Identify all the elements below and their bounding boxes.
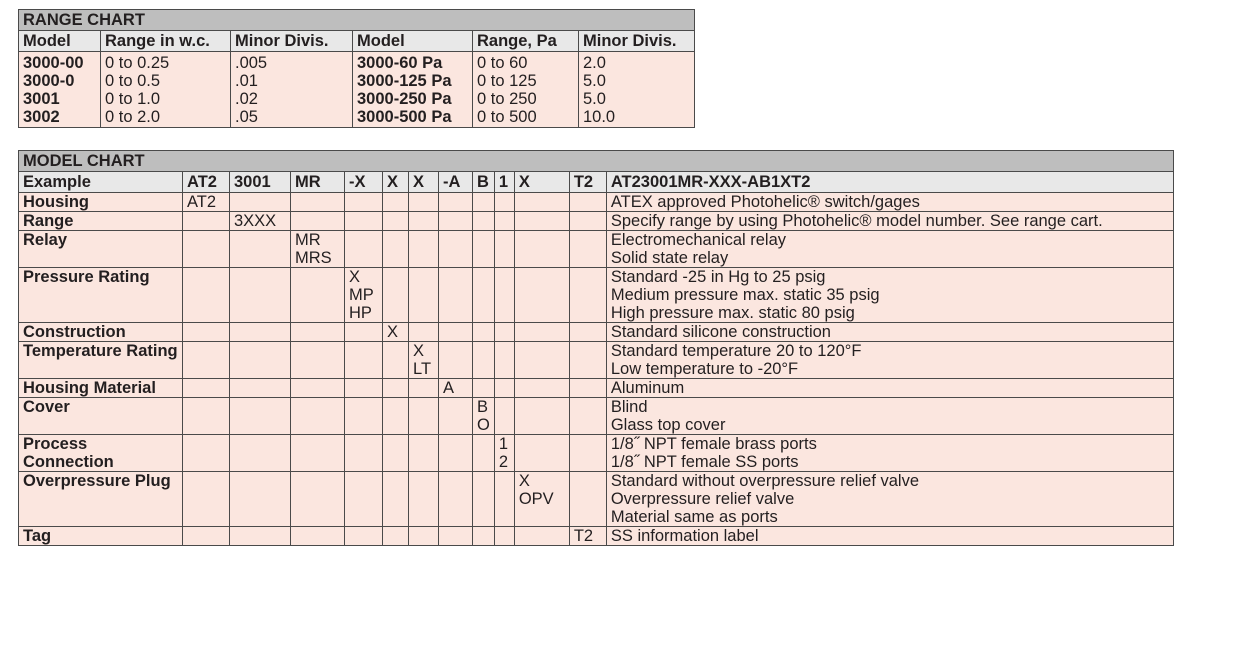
pa-model-cell — [353, 52, 473, 128]
pa-division: 5.0 — [583, 90, 606, 108]
option-label: Construction — [19, 323, 183, 342]
option-row — [19, 472, 1174, 527]
option-code: X — [518, 472, 530, 490]
option-description — [606, 212, 1173, 231]
option-label: Process Connection — [19, 435, 183, 472]
description-line: Material same as ports — [610, 508, 778, 526]
code-cell — [569, 398, 606, 435]
option-label: Housing Material — [19, 379, 183, 398]
pa-model: 3000-500 Pa — [357, 108, 452, 126]
code-cell — [230, 472, 291, 527]
option-description — [606, 323, 1173, 342]
option-row — [19, 323, 1174, 342]
code-cell — [183, 342, 230, 379]
wc-model: 3000-00 — [23, 54, 84, 72]
description-line: Solid state relay — [610, 249, 729, 267]
option-code: B — [477, 398, 489, 416]
code-cell — [494, 472, 514, 527]
code-cell — [439, 193, 473, 212]
code-cell — [494, 435, 514, 472]
code-cell — [409, 323, 439, 342]
code-cell — [569, 379, 606, 398]
code-cell — [383, 268, 409, 323]
code-cell — [473, 212, 495, 231]
code-cell — [183, 435, 230, 472]
code-cell — [230, 342, 291, 379]
column-header: Minor Divis. — [231, 31, 353, 52]
range-chart-title: RANGE CHART — [19, 10, 695, 31]
code-cell — [345, 398, 383, 435]
example-code: B — [473, 172, 495, 193]
code-cell — [291, 323, 345, 342]
example-row — [19, 172, 1174, 193]
option-code: 2 — [498, 453, 509, 471]
option-label: Housing — [19, 193, 183, 212]
option-code: HP — [349, 304, 372, 322]
option-code: MP — [349, 286, 374, 304]
wc-range: 0 to 0.5 — [105, 72, 161, 90]
code-cell — [569, 323, 606, 342]
code-cell — [230, 323, 291, 342]
option-code: X — [413, 342, 425, 360]
code-cell — [569, 472, 606, 527]
example-code: AT2 — [183, 172, 230, 193]
code-cell — [345, 323, 383, 342]
code-cell — [345, 212, 383, 231]
code-cell — [439, 472, 473, 527]
option-row — [19, 379, 1174, 398]
code-cell — [473, 398, 495, 435]
code-cell — [383, 379, 409, 398]
option-row — [19, 342, 1174, 379]
code-cell — [291, 193, 345, 212]
code-cell — [230, 231, 291, 268]
example-code: X — [383, 172, 409, 193]
example-code: 1 — [494, 172, 514, 193]
option-description — [606, 527, 1173, 546]
example-code: -X — [345, 172, 383, 193]
option-code: O — [477, 416, 490, 434]
option-label: Tag — [19, 527, 183, 546]
option-row — [19, 212, 1174, 231]
range-chart-body — [19, 52, 695, 128]
code-cell — [345, 527, 383, 546]
option-code: MRS — [295, 249, 332, 267]
option-description — [606, 472, 1173, 527]
code-cell — [383, 398, 409, 435]
code-cell — [230, 268, 291, 323]
code-cell — [569, 212, 606, 231]
option-row — [19, 527, 1174, 546]
code-cell — [183, 193, 230, 212]
code-cell — [473, 435, 495, 472]
wc-range: 0 to 1.0 — [105, 90, 161, 108]
pa-range: 0 to 250 — [477, 90, 537, 108]
wc-range: 0 to 2.0 — [105, 108, 161, 126]
option-code: X — [387, 323, 399, 341]
code-cell — [514, 379, 569, 398]
option-code: 3XXX — [234, 212, 277, 230]
option-description — [606, 398, 1173, 435]
option-code: MR — [295, 231, 321, 249]
description-line: High pressure max. static 80 psig — [610, 304, 855, 322]
code-cell — [439, 379, 473, 398]
code-cell — [345, 268, 383, 323]
code-cell — [514, 231, 569, 268]
code-cell — [383, 472, 409, 527]
example-code: X — [409, 172, 439, 193]
wc-model: 3000-0 — [23, 72, 75, 90]
code-cell — [383, 212, 409, 231]
description-line: Standard temperature 20 to 120°F — [610, 342, 862, 360]
wc-division: .05 — [235, 108, 258, 126]
option-label: Pressure Rating — [19, 268, 183, 323]
code-cell — [494, 268, 514, 323]
code-cell — [473, 268, 495, 323]
code-cell — [514, 193, 569, 212]
option-code: T2 — [573, 527, 594, 545]
code-cell — [383, 435, 409, 472]
code-cell — [291, 527, 345, 546]
code-cell — [514, 342, 569, 379]
code-cell — [383, 342, 409, 379]
code-cell — [494, 193, 514, 212]
option-row — [19, 193, 1174, 212]
code-cell — [473, 472, 495, 527]
example-model-number: AT23001MR-XXX-AB1XT2 — [606, 172, 1173, 193]
description-line: Standard -25 in Hg to 25 psig — [610, 268, 826, 286]
description-line: Specify range by using Photohelic® model number. See range cart. — [610, 212, 1103, 230]
model-chart-title: MODEL CHART — [19, 151, 1174, 172]
option-label: Overpressure Plug — [19, 472, 183, 527]
wc-model: 3002 — [23, 108, 60, 126]
code-cell — [345, 342, 383, 379]
wc-division: .01 — [235, 72, 258, 90]
code-cell — [494, 379, 514, 398]
option-label: Range — [19, 212, 183, 231]
option-row — [19, 231, 1174, 268]
code-cell — [473, 527, 495, 546]
pa-division: 2.0 — [583, 54, 606, 72]
code-cell — [439, 323, 473, 342]
code-cell — [473, 379, 495, 398]
option-row — [19, 268, 1174, 323]
code-cell — [230, 212, 291, 231]
code-cell — [183, 398, 230, 435]
code-cell — [409, 379, 439, 398]
code-cell — [409, 231, 439, 268]
example-code: MR — [291, 172, 345, 193]
code-cell — [291, 342, 345, 379]
description-line: Aluminum — [610, 379, 685, 397]
code-cell — [439, 342, 473, 379]
code-cell — [409, 435, 439, 472]
option-label: Relay — [19, 231, 183, 268]
column-header: Range, Pa — [473, 31, 579, 52]
code-cell — [569, 342, 606, 379]
code-cell — [409, 527, 439, 546]
wc-range-cell — [101, 52, 231, 128]
code-cell — [514, 472, 569, 527]
option-description — [606, 342, 1173, 379]
description-line: Standard silicone construction — [610, 323, 831, 341]
option-description — [606, 435, 1173, 472]
code-cell — [291, 212, 345, 231]
code-cell — [494, 527, 514, 546]
pa-range: 0 to 60 — [477, 54, 528, 72]
code-cell — [494, 231, 514, 268]
description-line: SS information label — [610, 527, 759, 545]
description-line: Glass top cover — [610, 416, 726, 434]
description-line: Standard without overpressure relief valve — [610, 472, 920, 490]
code-cell — [439, 398, 473, 435]
code-cell — [439, 435, 473, 472]
option-description — [606, 231, 1173, 268]
option-description — [606, 268, 1173, 323]
code-cell — [383, 527, 409, 546]
code-cell — [383, 193, 409, 212]
code-cell — [473, 323, 495, 342]
code-cell — [409, 342, 439, 379]
code-cell — [409, 193, 439, 212]
wc-range: 0 to 0.25 — [105, 54, 170, 72]
option-label: Cover — [19, 398, 183, 435]
column-header: Model — [19, 31, 101, 52]
description-line: Medium pressure max. static 35 psig — [610, 286, 880, 304]
option-code: OPV — [518, 490, 554, 508]
column-header: Model — [353, 31, 473, 52]
code-cell — [569, 231, 606, 268]
example-code: -A — [439, 172, 473, 193]
code-cell — [383, 323, 409, 342]
wc-division: .005 — [235, 54, 268, 72]
option-row — [19, 435, 1174, 472]
code-cell — [291, 268, 345, 323]
code-cell — [494, 398, 514, 435]
code-cell — [569, 527, 606, 546]
code-cell — [291, 231, 345, 268]
code-cell — [569, 193, 606, 212]
code-cell — [183, 323, 230, 342]
code-cell — [183, 472, 230, 527]
code-cell — [230, 193, 291, 212]
option-code: X — [349, 268, 361, 286]
column-header: Range in w.c. — [101, 31, 231, 52]
code-cell — [230, 435, 291, 472]
code-cell — [409, 268, 439, 323]
model-chart-table — [18, 150, 1174, 546]
code-cell — [230, 379, 291, 398]
wc-division: .02 — [235, 90, 258, 108]
description-line: Low temperature to -20°F — [610, 360, 799, 378]
range-chart-header-row — [19, 31, 695, 52]
code-cell — [439, 231, 473, 268]
code-cell — [183, 268, 230, 323]
code-cell — [183, 527, 230, 546]
code-cell — [514, 212, 569, 231]
code-cell — [409, 472, 439, 527]
code-cell — [439, 212, 473, 231]
code-cell — [345, 231, 383, 268]
example-code: 3001 — [230, 172, 291, 193]
code-cell — [473, 342, 495, 379]
code-cell — [345, 379, 383, 398]
pa-model: 3000-250 Pa — [357, 90, 452, 108]
code-cell — [291, 398, 345, 435]
option-description — [606, 379, 1173, 398]
pa-range-cell — [473, 52, 579, 128]
option-description — [606, 193, 1173, 212]
description-line: Electromechanical relay — [610, 231, 787, 249]
code-cell — [291, 472, 345, 527]
code-cell — [514, 398, 569, 435]
code-cell — [409, 212, 439, 231]
option-code: AT2 — [187, 193, 217, 211]
pa-division-cell — [579, 52, 695, 128]
wc-model-cell — [19, 52, 101, 128]
code-cell — [569, 435, 606, 472]
code-cell — [230, 527, 291, 546]
code-cell — [494, 212, 514, 231]
code-cell — [569, 268, 606, 323]
code-cell — [439, 527, 473, 546]
description-line: ATEX approved Photohelic® switch/gages — [610, 193, 920, 211]
code-cell — [291, 435, 345, 472]
code-cell — [473, 193, 495, 212]
code-cell — [514, 435, 569, 472]
code-cell — [345, 193, 383, 212]
description-line: Blind — [610, 398, 648, 416]
wc-model: 3001 — [23, 90, 60, 108]
example-code: T2 — [569, 172, 606, 193]
option-code: LT — [413, 360, 432, 378]
code-cell — [183, 212, 230, 231]
pa-model: 3000-60 Pa — [357, 54, 443, 72]
option-row — [19, 398, 1174, 435]
code-cell — [494, 342, 514, 379]
code-cell — [439, 268, 473, 323]
code-cell — [514, 268, 569, 323]
code-cell — [514, 527, 569, 546]
option-label: Temperature Rating — [19, 342, 183, 379]
example-label: Example — [19, 172, 183, 193]
description-line: 1/8˝ NPT female brass ports — [610, 435, 817, 453]
code-cell — [383, 231, 409, 268]
option-code: 1 — [498, 435, 509, 453]
code-cell — [345, 435, 383, 472]
code-cell — [514, 323, 569, 342]
code-cell — [230, 398, 291, 435]
pa-division: 5.0 — [583, 72, 606, 90]
option-code: A — [443, 379, 455, 397]
description-line: 1/8˝ NPT female SS ports — [610, 453, 799, 471]
code-cell — [494, 323, 514, 342]
description-line: Overpressure relief valve — [610, 490, 795, 508]
code-cell — [473, 231, 495, 268]
code-cell — [291, 379, 345, 398]
range-chart-table — [18, 9, 695, 128]
pa-division: 10.0 — [583, 108, 616, 126]
example-code: X — [514, 172, 569, 193]
code-cell — [183, 231, 230, 268]
code-cell — [183, 379, 230, 398]
wc-division-cell — [231, 52, 353, 128]
column-header: Minor Divis. — [579, 31, 695, 52]
pa-range: 0 to 500 — [477, 108, 537, 126]
pa-model: 3000-125 Pa — [357, 72, 452, 90]
code-cell — [409, 398, 439, 435]
code-cell — [345, 472, 383, 527]
pa-range: 0 to 125 — [477, 72, 537, 90]
